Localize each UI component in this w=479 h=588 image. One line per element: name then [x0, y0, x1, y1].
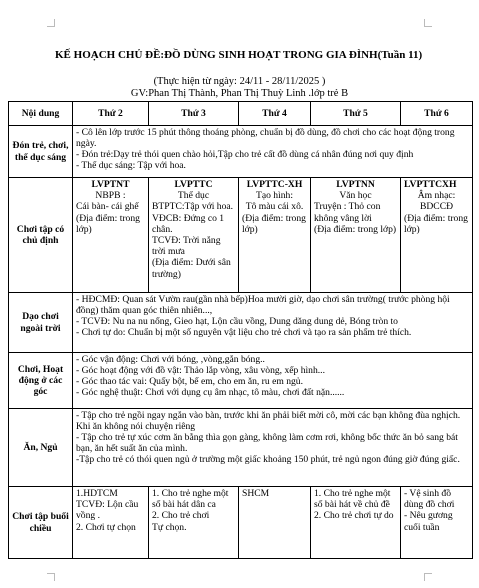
page-corner-mark [424, 19, 432, 27]
cell-line: 1.HDTCM [76, 488, 118, 499]
cell-line: (Địa điểm: trong lớp) [314, 223, 397, 235]
cell-line: (Địa điểm: trong lớp) [76, 212, 140, 235]
cell-line: (Địa điểm: trong lớp) [404, 212, 468, 235]
header-row [9, 102, 473, 126]
page-corner-mark [47, 573, 55, 581]
day-cell [73, 178, 149, 293]
cell-line: NBPB : [95, 190, 126, 202]
content-line: - Chơi tự do: Chuẩn bị một số nguyên vật liệu cho trẻ chơi và tạo ra sản phẩm trẻ thích. [76, 327, 412, 338]
table-row [9, 293, 473, 353]
table-row [9, 353, 473, 409]
cell-line: TCVĐ: Lộn cầu vồng . [76, 499, 139, 522]
content-line: - Thể dục sáng: Tập với hoa. [76, 160, 186, 171]
header-cell: Thứ 5 [311, 102, 401, 126]
day-cell [149, 487, 239, 559]
table-row [9, 126, 473, 178]
cell-line: (Địa điểm: trong lớp) [242, 212, 306, 235]
cell-line: Cái bàn- cái ghế [76, 201, 139, 213]
header-cell: Thứ 3 [149, 102, 239, 126]
cell-line: 2. Cho trẻ chơi [152, 510, 210, 522]
cell-line: Tạo hình: [255, 190, 294, 202]
cell-line: Văn học [339, 190, 372, 202]
cell-line: Tự chọn. [152, 521, 187, 533]
table-row [9, 178, 473, 293]
row-content [73, 126, 473, 178]
table-row [9, 487, 473, 559]
cell-line: 2. Cho trẻ chơi tự do [314, 510, 394, 522]
domain-title: LVPTTCXH [404, 179, 457, 190]
content-line: - HĐCMĐ: Quan sát Vườn rau(gần nhà bếp)Hoa mười giờ, dạo chơi sân trường( trước phòng hội đồng) thăm quan góc thiên nhiên..., [76, 294, 450, 316]
day-cell [149, 178, 239, 293]
row-content [73, 353, 473, 409]
day-cell [311, 487, 401, 559]
content-line: - TCVĐ: Nu na nu nống, Gieo hạt, Lộn cầu vồng, Dung dăng dung dẻ, Bóng tròn to [76, 316, 398, 327]
header-cell: Thứ 6 [401, 102, 473, 126]
day-cell [239, 178, 311, 293]
cell-line: - Nêu gương cuối tuần [404, 510, 453, 533]
domain-title: LVPTTC [174, 179, 213, 190]
row-label: Đón trẻ, chơi, thể dục sáng [9, 126, 73, 178]
content-line: - Góc thao tác vai: Quấy bột, bế em, cho em ăn, ru em ngủ. [76, 376, 303, 387]
cell-line: Truyện : Thỏ con không vâng lời [314, 201, 381, 224]
teacher-line: GV:Phan Thị Thành, Phan Thị Thuỳ Linh .lớp trẻ B [130, 88, 349, 99]
cell-line: SHCM [242, 488, 270, 499]
cell-line: BTPTC:Tập với hoa. [152, 201, 234, 213]
domain-title: LVPTTC-XH [246, 179, 303, 190]
plan-table [8, 101, 473, 559]
time-range: (Thực hiện từ ngày: 24/11 - 28/11/2025 ) [153, 76, 326, 87]
header-cell: Thứ 2 [73, 102, 149, 126]
header-cell: Thứ 4 [239, 102, 311, 126]
row-label: Chơi tập buổi chiều [9, 487, 73, 559]
day-cell [311, 178, 401, 293]
day-cell [401, 487, 473, 559]
document-title: KẾ HOẠCH CHỦ ĐỀ:ĐỒ DÙNG SINH HOẠT TRONG GIA ĐÌNH(Tuần 11) [55, 49, 423, 61]
page-corner-mark [47, 19, 55, 27]
cell-line: VĐCB: Đứng co 1 chân. [152, 212, 225, 235]
page-corner-mark [424, 573, 432, 581]
cell-line: 2. Chơi tự chọn [76, 521, 136, 533]
cell-line: - Vệ sinh đồ dùng đồ chơi [404, 488, 455, 511]
table-row [9, 409, 473, 487]
domain-title: LVPTNN [336, 179, 375, 190]
cell-line: 1. Cho trẻ nghe một số bài hát về chủ đề [314, 488, 391, 511]
cell-line: (Địa điểm: Dưới sân trường) [152, 257, 231, 280]
content-line: - Tập cho trẻ tự xúc cơm ăn bằng thìa gọn gàng, không làm cơm rơi, không bốc thức ăn bỏ sang bát bạn, ăn hết suất ăn của mình. [76, 432, 458, 454]
row-label: Ăn, Ngủ [9, 409, 73, 487]
header-cell: Nội dung [9, 102, 73, 126]
cell-line: Thể dục [177, 190, 210, 202]
cell-line: 1. Cho trẻ nghe một số bài hát dân ca [152, 488, 229, 511]
content-line: - Tập cho trẻ ngồi ngay ngắn vào bàn, trước khi ăn phải biết mời cô, mời các bạn không đùa nghịch. Khi ăn không nói chuyện riêng [76, 410, 461, 432]
row-content [73, 409, 473, 487]
row-content [73, 293, 473, 353]
day-cell [73, 487, 149, 559]
day-cell [239, 487, 311, 559]
row-label: Chơi tập có chủ định [9, 178, 73, 293]
content-line: - Góc hoạt động với đồ vật: Thảo lắp vòng, xâu vòng, xếp hình... [76, 365, 325, 376]
content-line: - Góc vận động: Chơi với bóng, ,vòng,gắn bóng.. [76, 354, 265, 365]
cell-line: Tô màu cái xô. [245, 201, 304, 213]
content-line: - Cô lên lớp trước 15 phút thông thoáng phòng, chuẩn bị đồ dùng, đồ chơi cho các hoạt động trong ngày. [76, 127, 455, 149]
row-label: Chơi, Hoạt động ở các góc [9, 353, 73, 409]
cell-line: TCVĐ: Trời nắng trời mưa [152, 235, 221, 258]
content-line: -Tập cho trẻ có thói quen ngủ ở trường một giấc khoảng 150 phút, trẻ ngủ ngon đúng giờ đúng giấc. [76, 454, 460, 465]
content-line: - Góc nghệ thuật: Chơi với dụng cụ âm nhạc, tô màu, chơi đất nặn...... [76, 387, 345, 398]
day-cell [401, 178, 473, 293]
domain-title: LVPTNT [91, 179, 130, 190]
content-line: - Đón trẻ:Dạy trẻ thói quen chào hỏi,Tập cho trẻ cất đồ dùng cá nhân đúng nơi quy định [76, 149, 414, 160]
cell-line: BDCCĐ [419, 201, 454, 213]
row-label: Dạo chơi ngoài trời [9, 293, 73, 353]
cell-line: Âm nhạc: [417, 190, 456, 202]
